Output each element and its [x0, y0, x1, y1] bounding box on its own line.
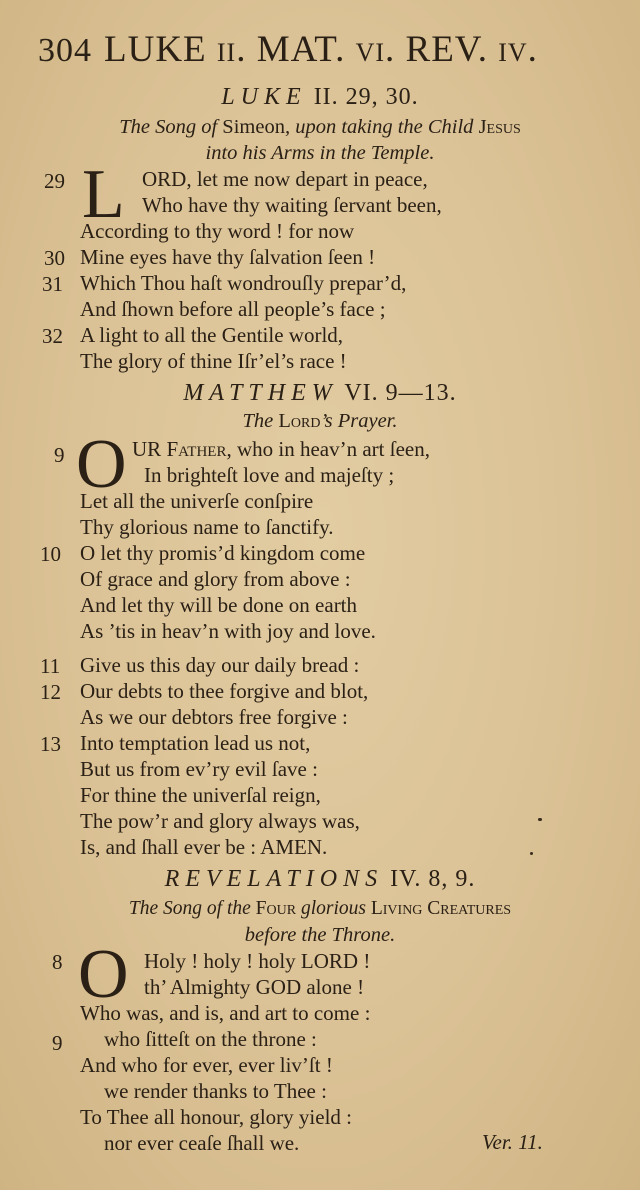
verse-line: Holy ! holy ! holy LORD ! [144, 949, 371, 973]
verse-line: we render thanks to Thee : [104, 1079, 327, 1103]
verse-line: Who was, and is, and art to come : [80, 1001, 371, 1025]
subtitle-name: Lord [278, 410, 321, 432]
verse-number: 29 [44, 169, 65, 193]
verse-number: 10 [40, 542, 61, 566]
verse-text: UR [132, 437, 167, 461]
verse-line: Mine eyes have thy ſalvation ſeen ! [80, 245, 376, 269]
verse-line: O let thy promis’d kingdom come [80, 541, 366, 565]
verse-line: According to thy word ! for now [80, 219, 355, 243]
verse-line: The pow’r and glory always was, [80, 809, 360, 833]
section-subtitle-luke [0, 116, 640, 139]
verse-line: And ſhown before all people’s face ; [80, 297, 386, 321]
drop-cap: O [76, 426, 127, 503]
running-title: LUKE ii. MAT. vi. REV. iv. [104, 29, 538, 70]
subtitle-part: glorious [296, 898, 371, 919]
verse-line: In brighteſt love and majeſty ; [144, 463, 395, 487]
verse-line: To Thee all honour, glory yield : [80, 1105, 352, 1129]
verse-line: A light to all the Gentile world, [80, 323, 344, 347]
verse-line: Let all the univerſe conſpire [80, 489, 314, 513]
subtitle-name: Four [255, 898, 297, 919]
section-subtitle-luke-line2: into his Arms in the Temple. [205, 142, 435, 164]
subtitle-part: ’s Prayer. [320, 410, 398, 432]
subtitle-part: The Song of [119, 116, 223, 138]
verse-line: Our debts to thee forgive and blot, [80, 679, 369, 703]
drop-cap: O [78, 936, 129, 1013]
verse-line: As we our debtors free forgive : [80, 705, 348, 729]
verse-line: Who have thy waiting ſervant been, [142, 193, 442, 217]
subtitle-name: Living Creatures [370, 898, 512, 919]
running-header [38, 28, 628, 76]
verse-line: Give us this day our daily bread : [80, 653, 360, 677]
verse-number: 31 [42, 272, 63, 296]
verse-number: 12 [40, 680, 61, 704]
verse-line: Is, and ſhall ever be : AMEN. [80, 835, 328, 859]
subtitle-part: The [242, 410, 279, 432]
verse-line: who ſitteſt on the throne : [104, 1027, 317, 1051]
verse-line: And who for ever, ever liv’ſt ! [80, 1053, 333, 1077]
verse-number: 11 [40, 654, 61, 678]
drop-cap: L [82, 156, 125, 233]
section-heading-matthew [0, 380, 640, 407]
subtitle-name: Jesus [478, 116, 521, 138]
verse-line: Of grace and glory from above : [80, 567, 351, 591]
verse-line: As ’tis in heav’n with joy and love. [80, 619, 376, 643]
heading-book-name: REVELATIONS [164, 866, 384, 892]
section-subtitle-revelations [0, 898, 640, 920]
verse-number: 30 [44, 246, 65, 270]
ink-speck [538, 818, 542, 821]
verse-line: For thine the univerſal reign, [80, 783, 321, 807]
heading-book-name: LUKE [221, 84, 307, 110]
verse-line: nor ever ceaſe ſhall we. [104, 1131, 300, 1155]
verse-line: But us from ev’ry evil ſave : [80, 757, 318, 781]
verse-text-smallcaps: Father [166, 437, 227, 461]
section-subtitle-revelations-line2: before the Throne. [244, 924, 396, 946]
verse-line: ORD, let me now depart in peace, [142, 167, 428, 191]
subtitle-part: , upon taking the Child [284, 116, 479, 138]
verse-line: Which Thou haſt wondrouſly prepar’d, [80, 271, 407, 295]
verse-line: Thy glorious name to ſanctify. [80, 515, 334, 539]
verse-line: Into temptation lead us not, [80, 731, 311, 755]
verse-number: 9 [52, 1031, 63, 1055]
subtitle-name: Simeon [222, 116, 285, 138]
verse-line: The glory of thine Iſr’el’s race ! [80, 349, 347, 373]
verse-number: 8 [52, 950, 63, 974]
ink-speck [530, 852, 533, 855]
verse-line: th’ Almighty GOD alone ! [144, 975, 365, 999]
verse-number: 9 [54, 443, 65, 467]
heading-reference: II. 29, 30. [313, 84, 419, 110]
section-heading-luke [0, 84, 640, 111]
verse-line: And let thy will be done on earth [80, 593, 358, 617]
verse-line [132, 436, 430, 462]
verse-number: 13 [40, 732, 61, 756]
heading-reference: IV. 8, 9. [390, 866, 476, 892]
catchword: Ver. 11. [482, 1130, 543, 1154]
verse-text: , who in heav’n art ſeen, [226, 437, 430, 461]
subtitle-part: The Song of the [128, 898, 256, 919]
section-heading-revelations [0, 866, 640, 893]
heading-book-name: MATTHEW [183, 380, 338, 406]
verse-number: 32 [42, 324, 63, 348]
page-number: 304 [38, 32, 92, 69]
heading-reference: VI. 9—13. [344, 380, 457, 406]
